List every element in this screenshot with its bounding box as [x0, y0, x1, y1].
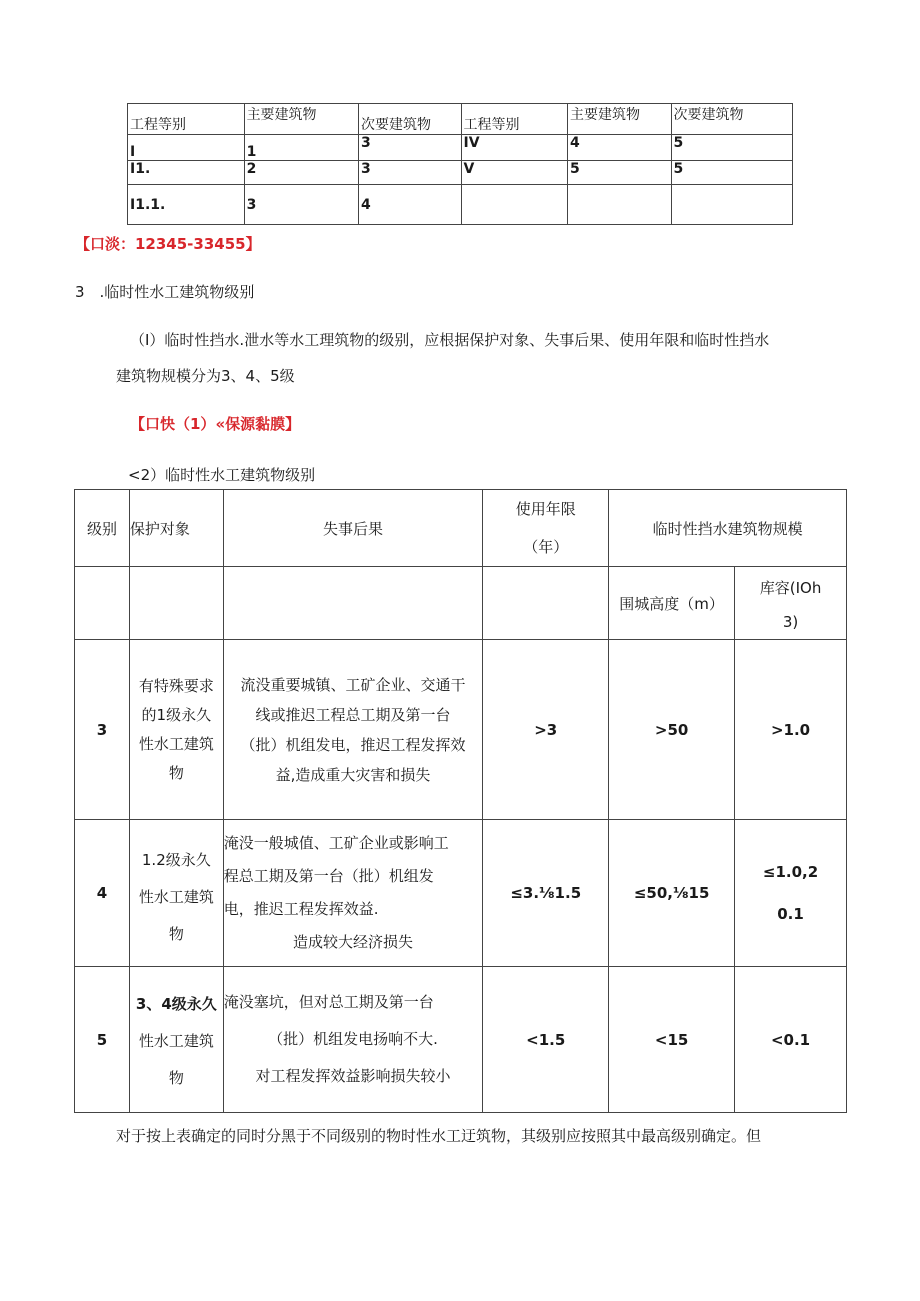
table-cell: 4	[359, 185, 462, 225]
consequence-line: 淹没一般城值、工矿企业或影响工	[223, 834, 449, 852]
header-years-line2: （年）	[523, 538, 569, 556]
header-level: 级别	[75, 490, 130, 567]
consequence-line: 益,造成重大灾害和损失	[275, 765, 431, 784]
table-header-row	[128, 104, 793, 135]
paragraph-line: 建筑物规模分为3、4、5级	[116, 367, 295, 385]
table-row	[128, 161, 793, 185]
target-line: 3、4级永久	[135, 995, 217, 1013]
header-height: 围城高度（m）	[609, 567, 735, 640]
table-header-row	[75, 490, 847, 567]
years-cell: ≤3.⅛1.5	[483, 820, 609, 967]
years-cell: >3	[483, 640, 609, 820]
capacity-line: ≤1.0,2	[762, 863, 819, 881]
level-cell: 5	[75, 967, 130, 1113]
header-cell: 主要建筑物	[244, 104, 358, 135]
level-cell: 3	[75, 640, 130, 820]
table-cell	[461, 185, 568, 225]
table-cell	[671, 185, 792, 225]
header-consequence: 失事后果	[223, 490, 483, 567]
engineering-grade-table	[127, 103, 793, 225]
target-line: 物	[168, 763, 184, 782]
table-cell	[568, 185, 672, 225]
table-cell: 5	[671, 135, 792, 161]
table-row	[75, 640, 847, 820]
section-heading: 3 .临时性水工建筑物级别	[75, 283, 255, 301]
table-cell: 3	[359, 135, 462, 161]
table-cell: 5	[568, 161, 672, 185]
level-cell: 4	[75, 820, 130, 967]
empty-cell	[483, 567, 609, 640]
consequence-line: 对工程发挥效益影响损失较小	[255, 1067, 451, 1085]
capacity-cell: <0.1	[735, 967, 847, 1113]
table-cell: 3	[244, 185, 358, 225]
consequence-line: （批）机组发电扬响不大.	[268, 1030, 438, 1048]
paragraph-line: （I）临时性挡水.泄水等水工理筑物的级别，应根据保护对象、失事后果、使用年限和临时性挡水	[130, 331, 770, 349]
table-row	[128, 185, 793, 225]
table-cell: IV	[461, 135, 568, 161]
target-line: 物	[168, 924, 184, 943]
table-cell: I	[128, 135, 245, 161]
target-line: 性水工建筑	[138, 887, 214, 906]
table-row	[128, 135, 793, 161]
table-row	[75, 967, 847, 1113]
header-years	[483, 490, 609, 567]
header-years-line1: 使用年限	[515, 500, 576, 518]
header-target: 保护对象	[129, 490, 223, 567]
table-cell: V	[461, 161, 568, 185]
table-cell: 2	[244, 161, 358, 185]
target-line: 有特殊要求	[138, 676, 214, 695]
header-capacity	[735, 567, 847, 640]
height-cell: >50	[609, 640, 735, 820]
target-line: 的1级永久	[141, 705, 212, 724]
table-cell: 5	[671, 161, 792, 185]
consequence-line: 淹没塞坑，但对总工期及第一台	[223, 993, 434, 1011]
target-cell	[129, 967, 223, 1113]
table-cell: I1.	[128, 161, 245, 185]
consequence-line: （批）机组发电，推迟工程发挥效	[240, 735, 466, 754]
memo-note: 【口淡：12345-33455】	[75, 235, 261, 253]
table-cell: I1.1.	[128, 185, 245, 225]
header-scale: 临时性挡水建筑物规模	[609, 490, 847, 567]
header-cell: 工程等别	[461, 104, 568, 135]
header-cell: 主要建筑物	[568, 104, 672, 135]
table-cell: 3	[359, 161, 462, 185]
target-line: 1.2级永久	[141, 850, 211, 869]
table-caption: <2）临时性水工建筑物级别	[128, 466, 316, 484]
table-row	[75, 820, 847, 967]
header-capacity-line1: 库容(IOh	[759, 579, 822, 597]
capacity-cell: >1.0	[735, 640, 847, 820]
consequence-line: 流没重要城镇、工矿企业、交通干	[240, 675, 466, 694]
table-cell: 4	[568, 135, 672, 161]
target-line: 物	[168, 1069, 184, 1087]
consequence-line: 造成较大经济损失	[293, 933, 414, 951]
empty-cell	[223, 567, 483, 640]
footer-paragraph: 对于按上表确定的同时分黑于不同级别的物时性水工迂筑物，其级别应按照其中最高级别确定。但	[116, 1127, 762, 1145]
height-cell: ≤50,⅛15	[609, 820, 735, 967]
header-cell: 次要建筑物	[671, 104, 792, 135]
empty-cell	[129, 567, 223, 640]
empty-cell	[75, 567, 130, 640]
target-line: 性水工建筑	[138, 1032, 214, 1050]
target-cell	[129, 640, 223, 820]
consequence-line: 线或推迟工程总工期及第一台	[255, 705, 451, 724]
consequence-line: 程总工期及第一台（批）机组发	[223, 867, 434, 885]
consequence-cell	[223, 967, 483, 1113]
memo-note: 【口快（1）«保源黏膜】	[130, 415, 301, 433]
consequence-line: 电，推迟工程发挥效益.	[223, 900, 379, 918]
table-subheader-row	[75, 567, 847, 640]
temporary-structure-level-table	[74, 489, 847, 1113]
header-cell: 工程等别	[128, 104, 245, 135]
years-cell: <1.5	[483, 967, 609, 1113]
consequence-cell	[223, 820, 483, 967]
capacity-cell	[735, 820, 847, 967]
consequence-cell	[223, 640, 483, 820]
target-cell	[129, 820, 223, 967]
header-capacity-line2: 3)	[782, 613, 799, 631]
capacity-line: 0.1	[777, 905, 804, 923]
table-cell: 1	[244, 135, 358, 161]
height-cell: <15	[609, 967, 735, 1113]
target-line: 性水工建筑	[138, 734, 214, 753]
header-cell: 次要建筑物	[359, 104, 462, 135]
